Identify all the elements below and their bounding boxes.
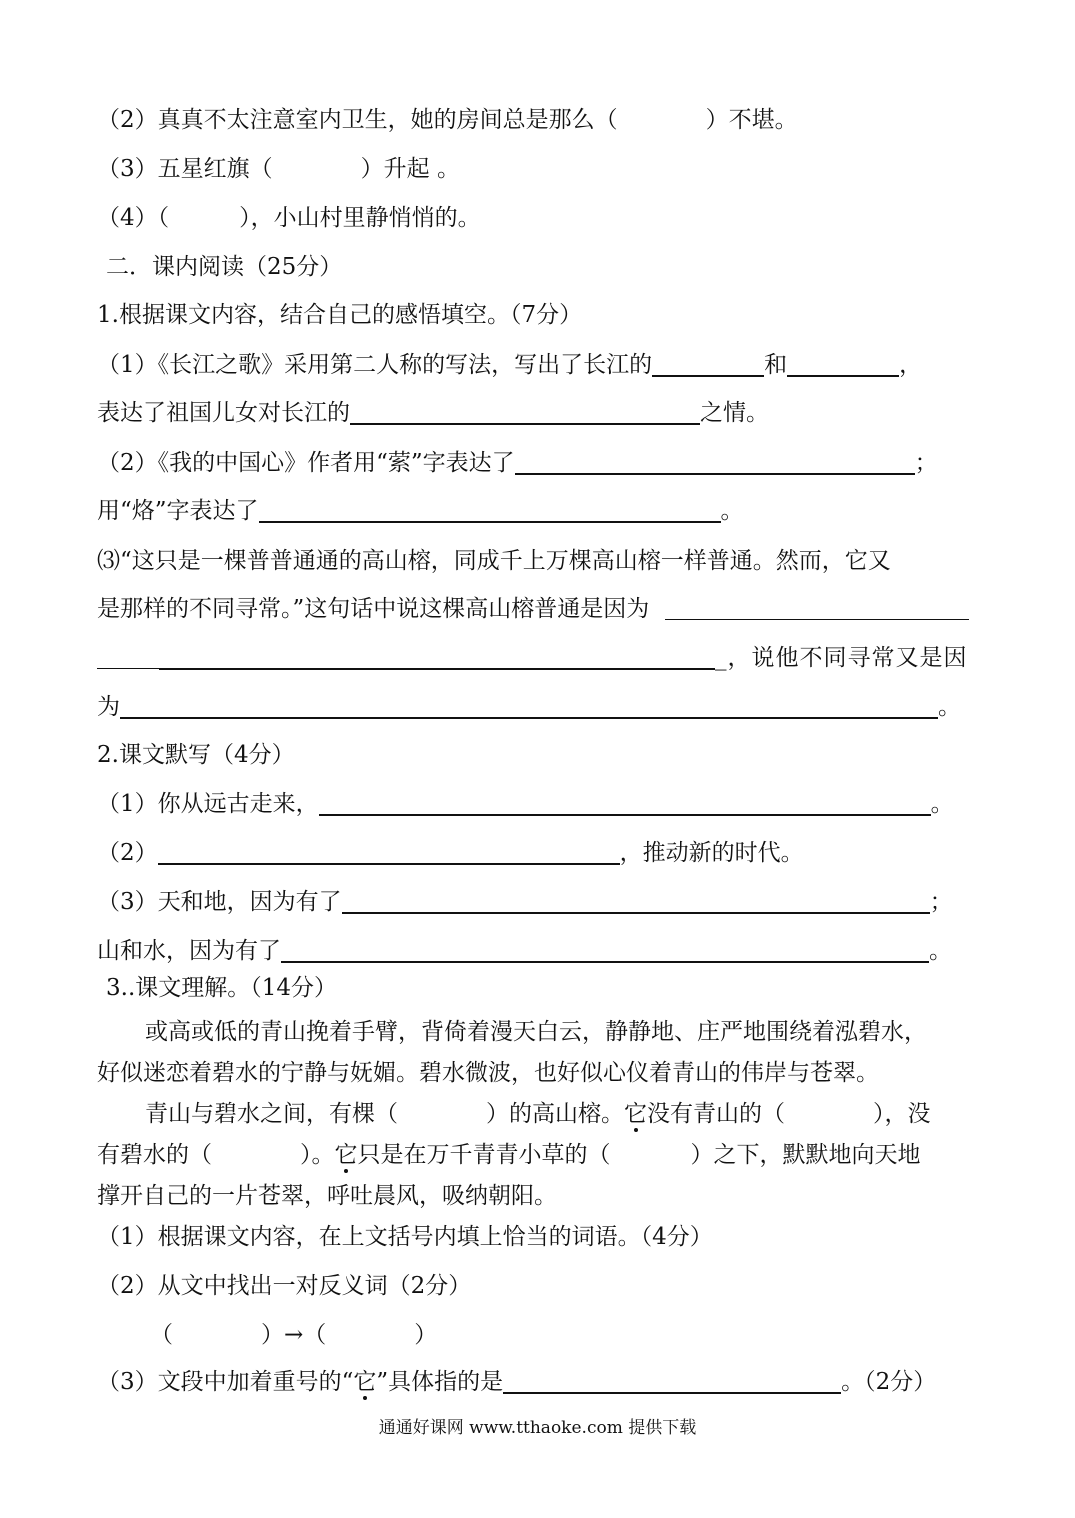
s1-item-2-line-2: 用“烙”字表达了 。 (0, 491, 1075, 531)
answer-blank[interactable] (281, 931, 929, 963)
answer-blank[interactable] (342, 882, 930, 914)
answer-blank[interactable] (350, 393, 700, 425)
s1-item-1-line-2: 表达了祖国儿女对长江的 之情。 (0, 393, 1075, 433)
answer-blank[interactable] (319, 784, 931, 816)
q2-suffix: ）不堪。 (705, 107, 798, 133)
passage-paragraph-1-line-1: 或高或低的青山挽着手臂，背倚着漫天白云，静静地、庄严地围绕着泓碧水， (145, 1019, 927, 1045)
q4-suffix: ），小山村里静悄悄的。 (239, 205, 481, 231)
subsection-1-title: 1.根据课文内容，结合自己的感悟填空。（7分） (97, 302, 583, 328)
page-footer: 通通好课网 www.tthaoke.com 提供下载 (378, 1418, 697, 1438)
section-2-title: 二．课内阅读（25分） (106, 254, 343, 280)
antonym-pair: （ ）→（ ） (150, 1322, 438, 1348)
question-4-line (0, 198, 1075, 238)
subsection-2-title: 2.课文默写（4分） (97, 742, 295, 768)
answer-blank[interactable] (503, 1362, 841, 1394)
emphasized-it: 它 (335, 1135, 358, 1175)
q3-suffix: ）升起 。 (360, 156, 460, 182)
s1-item-3-line-4: 为 。 (0, 687, 1075, 727)
answer-blank[interactable] (787, 345, 899, 377)
answer-blank[interactable] (97, 638, 159, 669)
s1-item-3-line-1: ⑶“这只是一棵普普通通的高山榕，同成千上万棵高山榕一样普通。然而，它又 (97, 548, 891, 574)
passage-paragraph-2-line-2: 有碧水的（ ）。它只是在万千青青小草的（ ）之下，默默地向天地 (0, 1135, 1075, 1175)
answer-blank[interactable] (652, 345, 764, 377)
q4-prefix: （4）（ (97, 205, 170, 231)
emphasized-it: 它 (353, 1362, 376, 1402)
answer-blank[interactable] (120, 687, 938, 719)
s1-item-3-line-2: 是那样的不同寻常。”这句话中说这棵高山榕普通是因为 (0, 589, 1075, 629)
subsection-3-title: 3..课文理解。（14分） (106, 975, 338, 1001)
s2-line-2: （2） ，推动新的时代。 (0, 833, 1075, 873)
s1-item-3-line-3: _，说他不同寻常又是因 (0, 638, 1075, 678)
answer-blank[interactable] (158, 833, 620, 865)
answer-blank[interactable] (665, 589, 969, 620)
s3-question-3: （3）文段中加着重号的“它”具体指的是 。（2分） (0, 1362, 1075, 1402)
s3-question-2: （2）从文中找出一对反义词（2分） (97, 1273, 472, 1299)
s1-item-1-line-1: （1）《长江之歌》采用第二人称的写法，写出了长江的 和 ， (0, 345, 1075, 385)
passage-paragraph-2-line-3: 撑开自己的一片苍翠，呼吐晨风，吸纳朝阳。 (97, 1183, 557, 1209)
s2-line-4: 山和水，因为有了 。 (0, 931, 1075, 971)
passage-paragraph-1-line-2: 好似迷恋着碧水的宁静与妩媚。碧水微波，也好似心仪着青山的伟岸与苍翠。 (97, 1060, 879, 1086)
q2-prefix: （2）真真不太注意室内卫生，她的房间总是那么（ (97, 107, 618, 133)
s2-line-1: （1）你从远古走来， 。 (0, 784, 1075, 824)
answer-blank[interactable] (259, 491, 721, 523)
passage-paragraph-2-line-1: 青山与碧水之间，有棵（ ）的高山榕。它没有青山的（ ），没 (0, 1094, 1075, 1134)
question-2-line (0, 100, 1075, 140)
emphasized-it: 它 (624, 1094, 647, 1134)
answer-blank[interactable] (159, 638, 715, 670)
answer-blank[interactable] (515, 443, 915, 475)
s2-line-3: （3）天和地，因为有了 ； (0, 882, 1075, 922)
q3-prefix: （3）五星红旗（ (97, 156, 273, 182)
question-3-line (0, 149, 1075, 189)
s1-item-2-line-1: （2）《我的中国心》作者用“萦”字表达了 ； (0, 443, 1075, 483)
s3-question-1: （1）根据课文内容，在上文括号内填上恰当的词语。（4分） (97, 1224, 713, 1250)
